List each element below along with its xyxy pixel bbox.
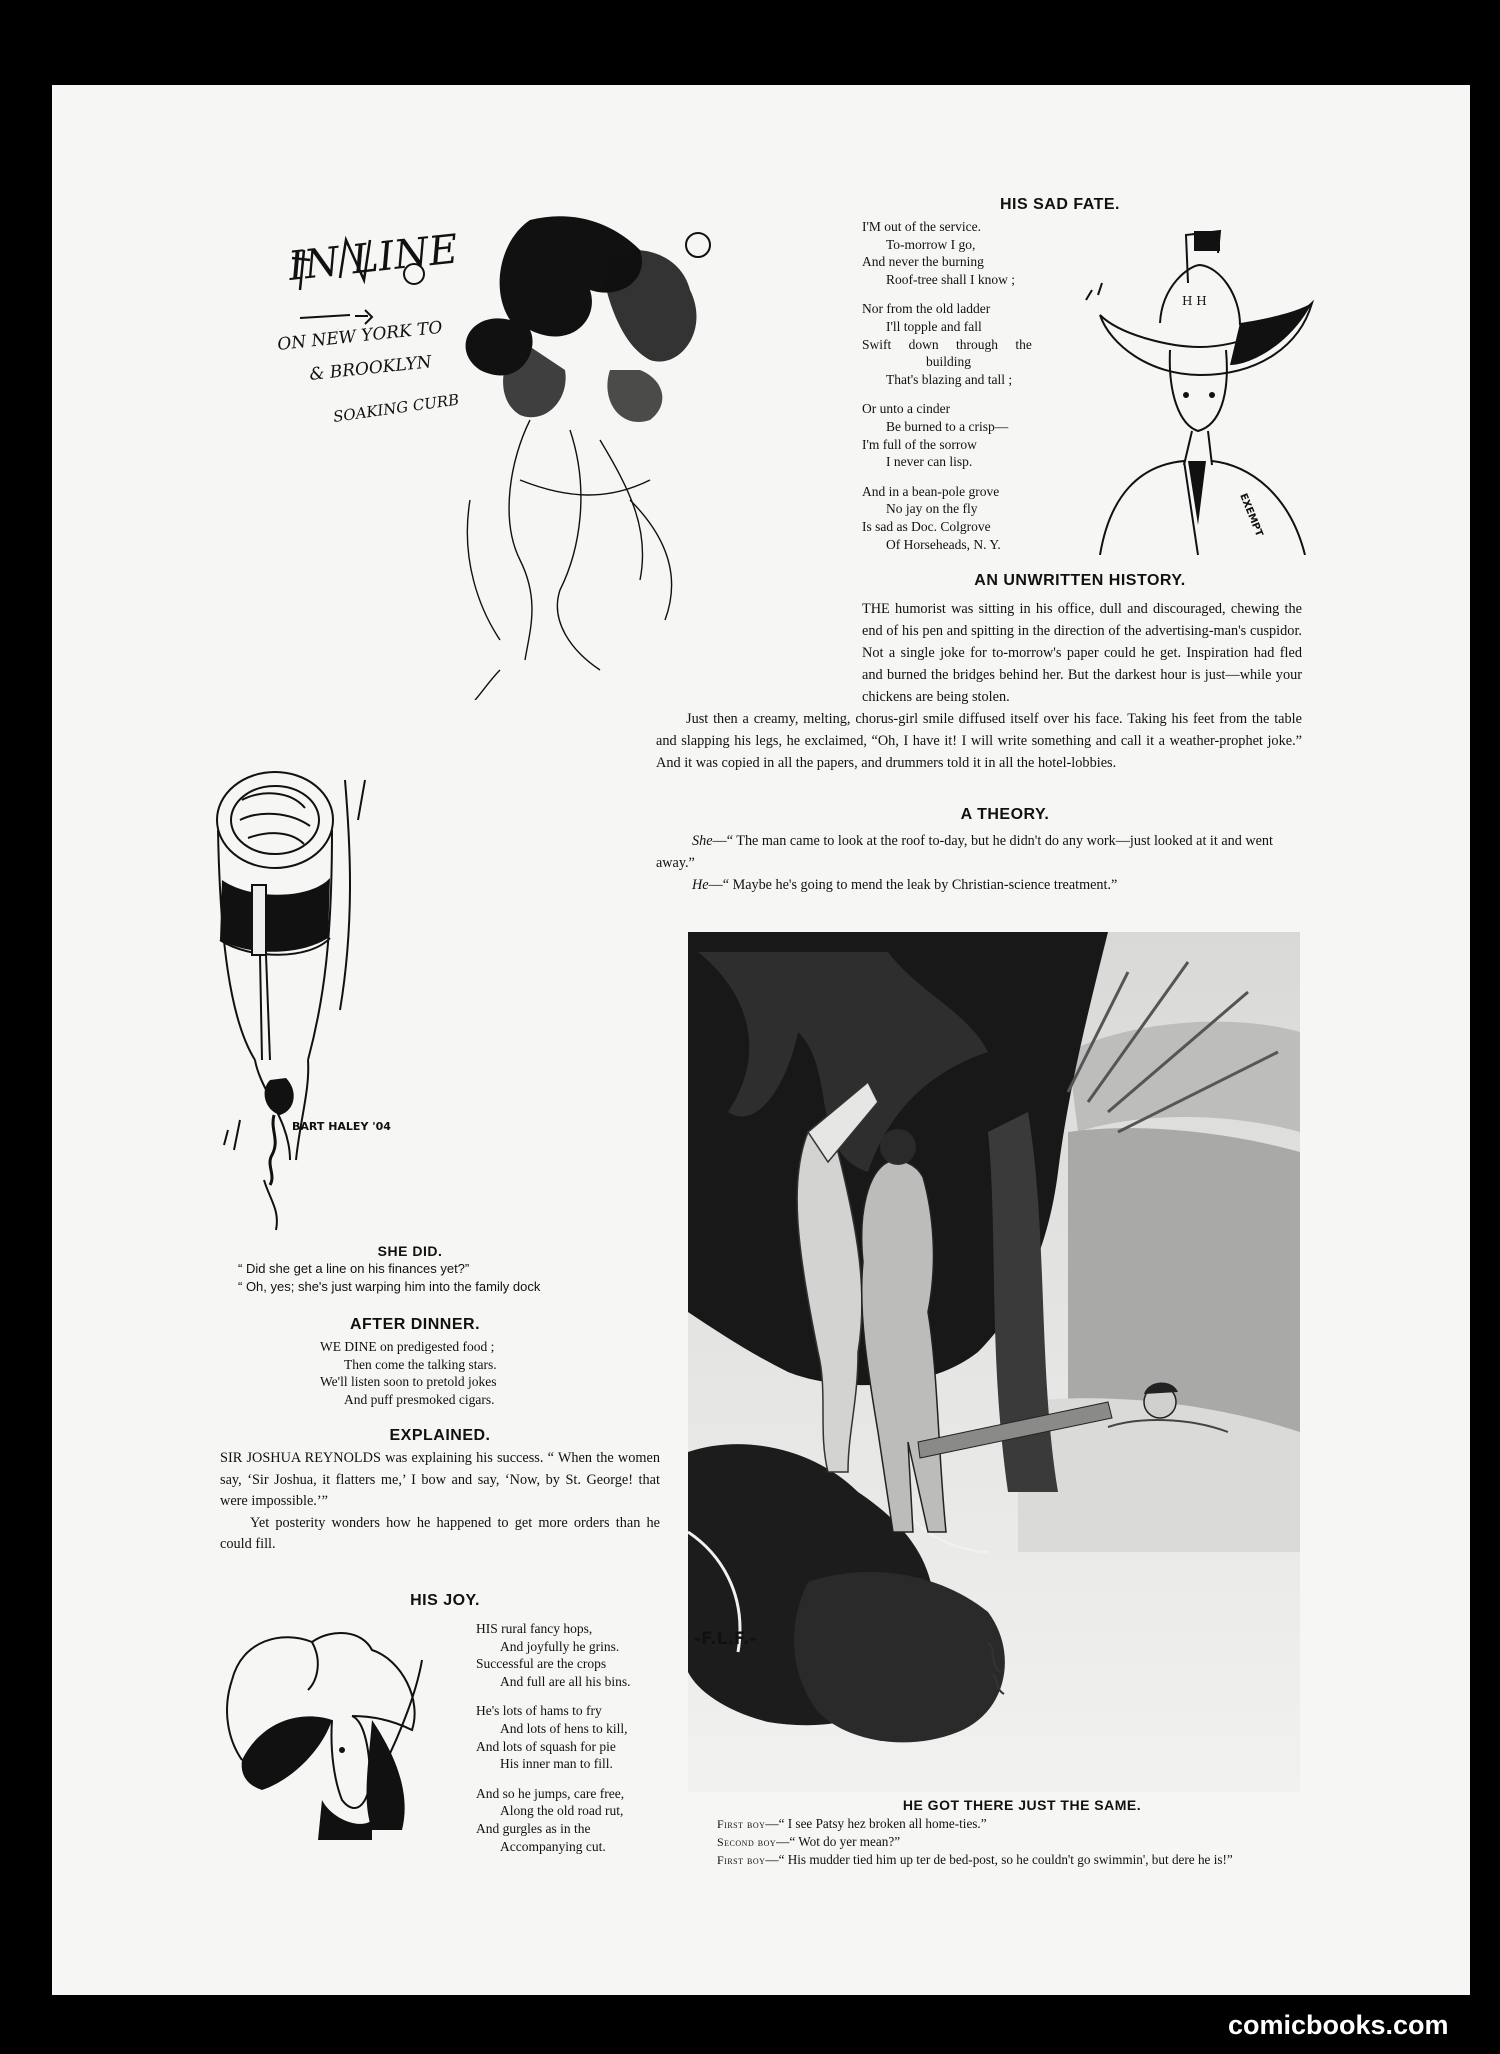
- unwritten-history-title: AN UNWRITTEN HISTORY.: [974, 572, 1186, 589]
- in-line-title: IN LINE: [286, 226, 461, 290]
- he-line: —“ Maybe he's going to mend the leak by Christian-science treatment.”: [708, 877, 1118, 893]
- poem-line: Is sad as Doc. Colgrove: [862, 518, 991, 534]
- poem-line: Roof-tree shall I know ;: [886, 271, 1015, 287]
- she-did-body: [238, 1260, 638, 1296]
- poem-line: And never the burning: [862, 254, 984, 270]
- caption-text: —“ His mudder tied him up ter de bed-post, so he couldn't go swimmin', but dere he is!”: [765, 1852, 1233, 1867]
- unwritten-history-p1: THE humorist was sitting in his office, dull and discouraged, chewing the end of his pen and spitting in the direction of the advertising-man's cuspidor. Not a single joke for to-morrow's paper could he get. Inspiration had fled and burned the bridges behind her. But the darkest hour is just—while your chickens are being stolen.: [862, 601, 1302, 705]
- speaker-label: First boy: [717, 1817, 766, 1831]
- exempt-badge-text: EXEMPT: [1237, 492, 1265, 539]
- caption-text: —“ Wot do yer mean?”: [776, 1834, 901, 1849]
- poem-line: Accompanying cut.: [500, 1838, 606, 1854]
- his-sad-fate-poem: [862, 218, 1062, 553]
- she-label: She: [692, 833, 713, 849]
- swimming-caption: [683, 1815, 1313, 1869]
- poem-line: And gurgles as in the: [476, 1820, 591, 1836]
- caption-line: [683, 1851, 1313, 1869]
- swimming-caption-title: HE GOT THERE JUST THE SAME.: [902, 1797, 1142, 1813]
- a-theory-he: [656, 874, 1302, 896]
- in-line-caption-1: ON NEW YORK TO: [276, 317, 444, 355]
- poem-line: I'M out of the service.: [862, 219, 982, 234]
- after-dinner-title: AFTER DINNER.: [349, 1316, 481, 1333]
- a-theory-body: [656, 830, 1302, 896]
- explained-p2: Yet posterity wonders how he happened to get more orders than he could fill.: [220, 1514, 660, 1552]
- his-joy-poem: [476, 1620, 676, 1855]
- swimming-signature: -F.L.F.-: [694, 1629, 757, 1649]
- helmet-text: H H: [1182, 294, 1207, 308]
- poem-line: HIS rural fancy hops,: [476, 1621, 593, 1636]
- speaker-label: Second boy: [717, 1835, 777, 1849]
- poem-line: Be burned to a crisp—: [886, 418, 1009, 434]
- caption-text: —“ I see Patsy hez broken all home-ties.”: [765, 1816, 987, 1831]
- vase-signature: BART HALEY '04: [292, 1120, 391, 1133]
- after-dinner-poem: [320, 1338, 580, 1408]
- his-sad-fate-title: HIS SAD FATE.: [1000, 196, 1120, 213]
- poem-line: And so he jumps, care free,: [476, 1785, 625, 1801]
- poem-line: And joyfully he grins.: [500, 1638, 620, 1654]
- his-joy-title: HIS JOY.: [410, 1592, 480, 1609]
- fireman-cartoon: [1080, 225, 1320, 555]
- explained-title: EXPLAINED.: [389, 1427, 491, 1444]
- poem-line: And in a bean-pole grove: [862, 483, 1000, 499]
- she-did-title: SHE DID.: [377, 1243, 443, 1259]
- poem-line: No jay on the fly: [886, 501, 978, 517]
- caption-line: [683, 1833, 1313, 1851]
- poem-line: Along the old road rut,: [500, 1803, 624, 1819]
- a-theory-she: [656, 830, 1302, 874]
- poem-line: WE DINE on predigested food ;: [320, 1339, 495, 1354]
- poem-line: That's blazing and tall ;: [886, 371, 1013, 387]
- poem-line: To-morrow I go,: [886, 236, 976, 252]
- farmer-cartoon: [222, 1620, 452, 1840]
- watermark: comicbooks.com: [1228, 2010, 1449, 2040]
- poem-line: And full are all his bins.: [500, 1673, 631, 1689]
- poem-line: He's lots of hams to fry: [476, 1703, 602, 1719]
- poem-line: I'll topple and fall: [886, 318, 982, 334]
- poem-line: Swift down through the: [862, 336, 1032, 352]
- he-label: He: [692, 877, 709, 893]
- poem-line: And puff presmoked cigars.: [344, 1391, 495, 1407]
- poem-line: Nor from the old ladder: [862, 301, 991, 317]
- a-theory-title: A THEORY.: [960, 806, 1050, 823]
- swimming-scene: [688, 932, 1300, 1792]
- in-line-caption-2: & BROOKLYN: [308, 352, 433, 385]
- in-line-caption-3: SOAKING CURB: [332, 390, 461, 426]
- unwritten-history-p2: Just then a creamy, melting, chorus-girl smile diffused itself over his face. Taking his feet from the table and slapping his legs, he exclaimed, “Oh, I have it! I will write something and call it a weather-prophet joke.” And it was copied in all the papers, and drummers told it in all the hotel-lobbies.: [656, 711, 1302, 771]
- poem-line: I'm full of the sorrow: [862, 436, 977, 452]
- poem-line: And lots of squash for pie: [476, 1738, 616, 1754]
- poem-line: His inner man to fill.: [500, 1756, 613, 1772]
- poem-line: Then come the talking stars.: [344, 1356, 497, 1372]
- poem-line: And lots of hens to kill,: [500, 1720, 628, 1736]
- speaker-label: First boy: [717, 1853, 766, 1867]
- she-line: —“ The man came to look at the roof to-day, but he didn't do any work—just looked at it and went away.”: [656, 833, 1273, 871]
- caption-line: [683, 1815, 1313, 1833]
- poem-line: Or unto a cinder: [862, 401, 951, 417]
- she-did-line: “ Oh, yes; she's just warping him into the family dock: [238, 1279, 541, 1294]
- poem-line: building: [926, 354, 972, 370]
- poem-line: Of Horseheads, N. Y.: [886, 536, 1001, 552]
- she-did-line: “ Did she get a line on his finances yet?”: [238, 1261, 470, 1276]
- unwritten-history-body: [656, 598, 1302, 774]
- poem-line: We'll listen soon to pretold jokes: [320, 1374, 497, 1390]
- explained-p1: SIR JOSHUA REYNOLDS was explaining his success. “ When the women say, ‘Sir Joshua, it flatters me,’ I bow and say, ‘Now, by St. George! that were impossible.’”: [220, 1450, 660, 1509]
- vase-sketch: [200, 760, 440, 1240]
- swimming-illustration: [688, 932, 1300, 1792]
- poem-line: I never can lisp.: [886, 454, 973, 470]
- poem-line: Successful are the crops: [476, 1656, 607, 1672]
- explained-body: [220, 1448, 660, 1556]
